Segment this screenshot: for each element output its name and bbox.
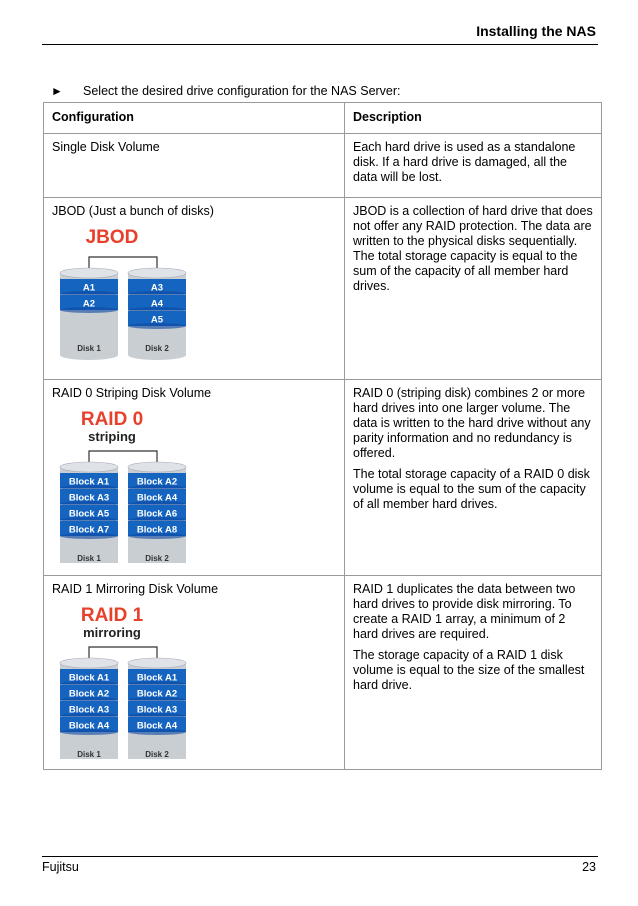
disk-top <box>128 462 186 472</box>
block-label: A5 <box>150 314 164 326</box>
column-header-description: Description <box>345 103 602 134</box>
raid0-diagram <box>52 405 202 563</box>
intro-text: Select the desired drive configuration for the NAS Server: <box>83 84 401 98</box>
block-label: Block A2 <box>136 688 178 700</box>
table-row <box>44 198 602 380</box>
page-number: 23 <box>582 860 596 874</box>
footer-brand: Fujitsu <box>42 860 79 874</box>
connector-line <box>89 257 157 269</box>
block-label: Block A1 <box>68 672 110 684</box>
disk-label: Disk 2 <box>145 344 169 353</box>
description-text: The storage capacity of a RAID 1 disk volume is equal to the size of the smallest hard drive. <box>353 648 585 692</box>
jbod-diagram <box>52 223 202 368</box>
diagram-title: JBOD <box>85 227 139 248</box>
table-row <box>44 380 602 576</box>
footer-rule <box>42 856 598 857</box>
column-header-configuration: Configuration <box>44 103 345 134</box>
config-name: JBOD (Just a bunch of disks) <box>52 204 214 218</box>
table-row <box>44 134 602 198</box>
table-row <box>44 576 602 770</box>
block-label: Block A2 <box>136 476 178 488</box>
description-text: JBOD is a collection of hard drive that does not offer any RAID protection. The data are written to the physical disks sequentially. The total storage capacity is equal to the sum of the capacity of all member hard drives. <box>353 204 593 293</box>
config-cell <box>44 380 345 576</box>
disk-top <box>128 658 186 668</box>
config-cell <box>44 576 345 770</box>
diagram-title: RAID 1 <box>80 605 144 626</box>
block-label: Block A1 <box>68 476 110 488</box>
disk-top <box>128 268 186 278</box>
description-cell <box>345 576 602 770</box>
block-label: Block A4 <box>136 492 178 504</box>
disk-top <box>60 462 118 472</box>
disk-top <box>60 658 118 668</box>
disk-label: Disk 2 <box>145 750 169 759</box>
raid1-diagram <box>52 601 202 759</box>
config-cell <box>44 198 345 380</box>
block-label: Block A3 <box>68 704 110 716</box>
disk-label: Disk 1 <box>77 750 101 759</box>
disk-label: Disk 2 <box>145 554 169 563</box>
block-label: Block A3 <box>68 492 110 504</box>
config-name: Single Disk Volume <box>52 140 160 154</box>
block-label: Block A6 <box>136 508 178 520</box>
block-label: A2 <box>82 298 96 310</box>
config-cell <box>44 134 345 198</box>
block-label: Block A4 <box>136 720 178 732</box>
block-label: Block A4 <box>68 720 110 732</box>
block-label: A3 <box>150 282 164 294</box>
description-text: The total storage capacity of a RAID 0 disk volume is equal to the sum of the capacity of all member hard drives. <box>353 467 590 511</box>
diagram-subtitle: mirroring <box>83 625 141 640</box>
header-rule <box>42 44 598 45</box>
block-label: Block A3 <box>136 704 178 716</box>
block-label: A4 <box>150 298 164 310</box>
connector-line <box>89 451 157 463</box>
block-label: Block A8 <box>136 524 178 536</box>
description-cell <box>345 198 602 380</box>
block-label: A1 <box>82 282 96 294</box>
page-header-title: Installing the NAS <box>476 23 596 39</box>
disk-label: Disk 1 <box>77 344 101 353</box>
block-label: Block A2 <box>68 688 110 700</box>
table-header-row <box>44 103 602 134</box>
config-name: RAID 0 Striping Disk Volume <box>52 386 212 400</box>
block-label: Block A1 <box>136 672 178 684</box>
diagram-title: RAID 0 <box>80 409 144 430</box>
configuration-table <box>43 102 602 770</box>
description-text: RAID 0 (striping disk) combines 2 or more hard drives into one larger volume. The data is written to the hard drive without any parity information and no redundancy is offered. <box>353 386 591 460</box>
block-label: Block A7 <box>68 524 110 536</box>
config-name: RAID 1 Mirroring Disk Volume <box>52 582 219 596</box>
arrow-bullet-icon: ► <box>51 84 63 98</box>
disk-label: Disk 1 <box>77 554 101 563</box>
description-text: Each hard drive is used as a standalone disk. If a hard drive is damaged, all the data will be lost. <box>353 140 576 184</box>
diagram-subtitle: striping <box>88 429 136 444</box>
disk-top <box>60 268 118 278</box>
description-cell <box>345 134 602 198</box>
block-label: Block A5 <box>68 508 110 520</box>
connector-line <box>89 647 157 659</box>
description-cell <box>345 380 602 576</box>
description-text: RAID 1 duplicates the data between two hard drives to provide disk mirroring. To create a RAID 1 array, a minimum of 2 hard drives are required. <box>353 582 576 641</box>
intro-instruction <box>51 84 401 98</box>
